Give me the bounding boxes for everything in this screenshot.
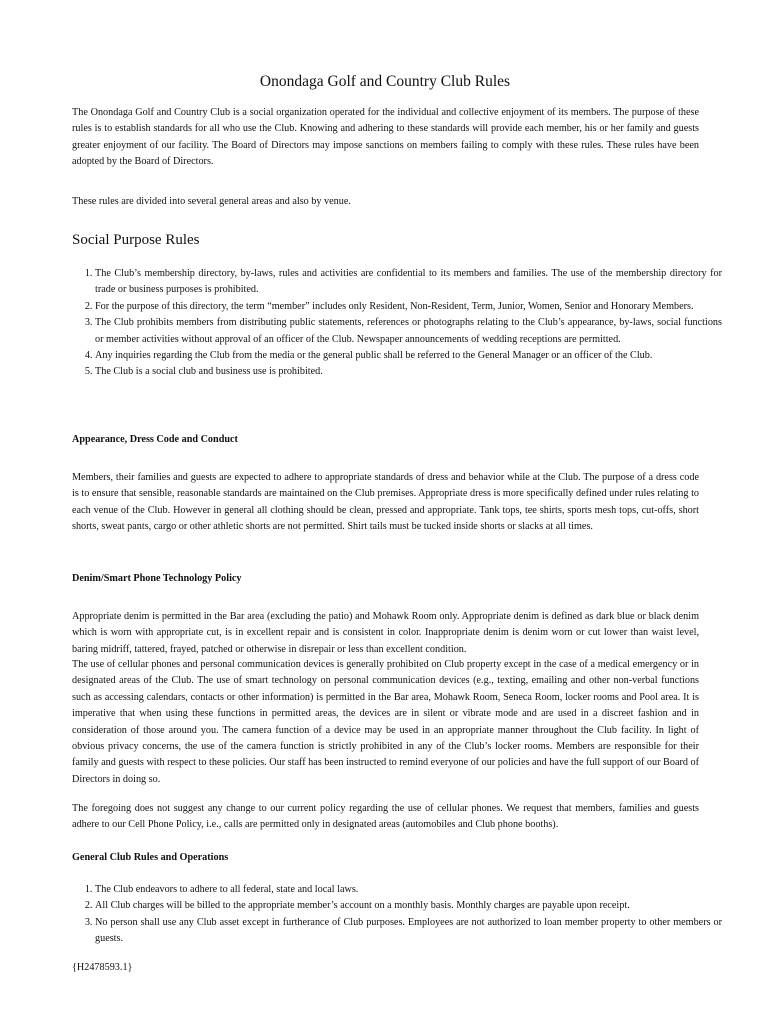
intro-paragraph-2: These rules are divided into several general areas and also by venue. [72,196,351,207]
dress-paragraph: Members, their families and guests are expected to adhere to appropriate standards of dress and behavior while at the Club. The purpose of a dress code is to ensure that sensible, reasonable standards are maintained on the Club premises. Appropriate dress is more specifically defined under rules relating to each venue of the Club. However in general all clothing should be clean, pressed and appropriate. Tank tops, tee shirts, sports mesh tops, cut-offs, short shorts, sweat pants, cargo or other athletic shorts are not permitted. Shirt tails must be tucked inside shorts or slacks at all times. [72,472,699,533]
general-heading: General Club Rules and Operations [72,852,229,863]
list-item: 3. The Club prohibits members from distributing public statements, references or photographs relating to the Club’s appearance, by-laws, social functions or member activities without approval of an officer of the Club. Newspaper announcements of wedding receptions are permitted. [95,315,722,348]
list-item: 1. The Club endeavors to adhere to all federal, state and local laws. [95,882,722,898]
list-item: 5. The Club is a social club and business use is prohibited. [95,364,722,380]
denim-heading: Denim/Smart Phone Technology Policy [72,573,242,584]
list-item: 4. Any inquiries regarding the Club from the media or the general public shall be referred to the General Manager or an officer of the Club. [95,348,722,364]
denim-paragraph: Appropriate denim is permitted in the Bar area (excluding the patio) and Mohawk Room only. Appropriate denim is defined as dark blue or black denim which is worn with appropriate cut, is in excellent repair and is consistent in color. Inappropriate denim is denim worn or cut lower than waist level, baring midriff, tattered, frayed, patched or otherwise in disrepair or less than excellent condition. [72,611,699,655]
list-item: 2. For the purpose of this directory, the term “member” includes only Resident, Non-Resident, Term, Junior, Women, Senior and Honorary Members. [95,299,722,315]
phone-paragraph: The use of cellular phones and personal communication devices is generally prohibited on Club property except in the case of a medical emergency or in designated areas of the Club. The use of smart technology on personal communication devices (e.g., texting, emailing and other non-verbal functions such as accessing calendars, contacts or other information) is permitted in the Bar area, Mohawk Room, Seneca Room, locker rooms and Pool area. It is imperative that when using these functions in permitted areas, the devices are in silent or vibrate mode and are used in a discreet fashion and in consideration of those around you. The camera function of a device may be used in an appropriate manner throughout the Club facility. In light of obvious privacy concerns, the use of the camera function is strictly prohibited in any of the Club’s locker rooms. Members are responsible for their family and guests with respect to these policies. Our staff has been instructed to remind everyone of our policies and have the full support of our Board of Directors in doing so. [72,659,699,785]
social-heading: Social Purpose Rules [72,232,200,248]
document-title: Onondaga Golf and Country Club Rules [259,73,511,90]
intro-paragraph: The Onondaga Golf and Country Club is a social organization operated for the individual and collective enjoyment of its members. The purpose of these rules is to establish standards for all who use the Club. Knowing and adhering to these standards will provide each member, his or her family and guests greater enjoyment of our facility. The Board of Directors may impose sanctions on members failing to comply with these rules. These rules have been adopted by the Board of Directors. [72,107,699,168]
list-item: 1. The Club’s membership directory, by-laws, rules and activities are confidential to its members and families. The use of the membership directory for trade or business purposes is prohibited. [95,266,722,299]
social-rules-list [72,266,722,381]
cellphone-paragraph: The foregoing does not suggest any change to our current policy regarding the use of cellular phones. We request that members, families and guests adhere to our Cell Phone Policy, i.e., calls are permitted only in designated areas (automobiles and Club phone booths). [72,803,699,831]
dress-heading: Appearance, Dress Code and Conduct [72,434,238,445]
list-item: 2. All Club charges will be billed to the appropriate member’s account on a monthly basis. Monthly charges are payable upon receipt. [95,898,722,914]
list-item: 3. No person shall use any Club asset except in furtherance of Club purposes. Employees are not authorized to loan member property to other members or guests. [95,915,722,948]
document-id-footer: {H2478593.1} [72,962,133,973]
general-rules-list [72,882,722,948]
